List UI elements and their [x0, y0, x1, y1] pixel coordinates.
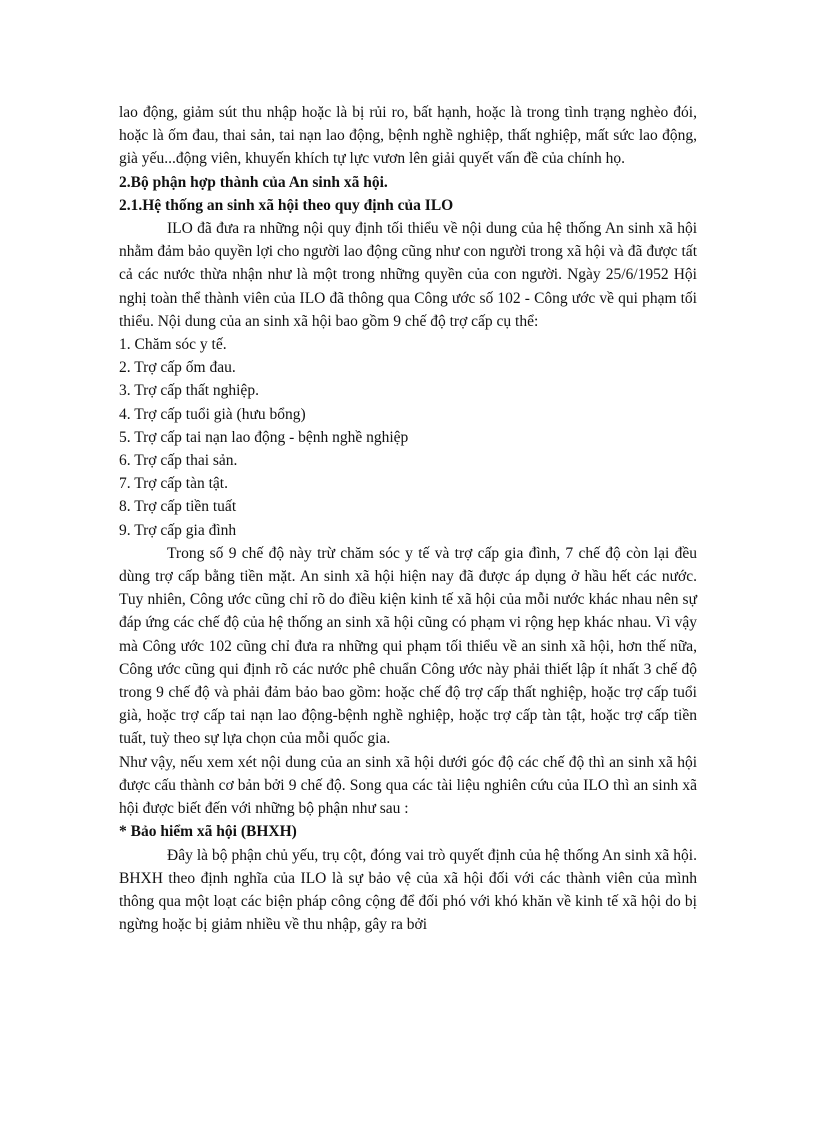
intro-paragraph: lao động, giảm sút thu nhập hoặc là bị rủi ro, bất hạnh, hoặc là trong tình trạng nghèo đói, hoặc là ốm đau, thai sản, tai nạn lao động, bệnh nghề nghiệp, thất nghiệp, mất sức lao động, già yếu...động viên, khuyến khích tự lực vươn lên giải quyết vấn đề của chính họ.	[119, 104, 697, 168]
section-heading-2: 2.Bộ phận hợp thành của An sinh xã hội.	[119, 173, 388, 191]
bhxh-paragraph: Đây là bộ phận chủ yếu, trụ cột, đóng vai trò quyết định của hệ thống An sinh xã hội. BHXH theo định nghĩa của ILO là sự bảo vệ của xã hội đối với các thành viên của mình thông qua một loạt các biện pháp công cộng để đối phó với khó khăn về kinh tế xã hội do bị ngừng hoặc bị giảm nhiều về thu nhập, gây ra bởi	[119, 846, 697, 934]
list-item: 8. Trợ cấp tiền tuất	[119, 498, 237, 516]
list-item: 6. Trợ cấp thai sản.	[119, 452, 238, 470]
list-item: 4. Trợ cấp tuổi già (hưu bổng)	[119, 405, 306, 423]
nine-regimes-paragraph: Trong số 9 chế độ này trừ chăm sóc y tế và trợ cấp gia đình, 7 chế độ còn lại đều dùng trợ cấp bằng tiền mặt. An sinh xã hội hiện nay đã được áp dụng ở hầu hết các nước. Tuy nhiên, Công ước cũng chỉ rõ do điều kiện kinh tế xã hội của mỗi nước khác nhau nên sự đáp ứng các chế độ của hệ thống an sinh xã hội cũng có phạm vi rộng hẹp khác nhau. Vì vậy mà Công ước 102 cũng chỉ đưa ra những qui phạm tối thiểu về an sinh xã hội, hơn thế nữa, Công ước cũng qui định rõ các nước phê chuẩn Công ước này phải thiết lập ít nhất 3 chế độ trong 9 chế độ và phải đảm bảo bao gồm: hoặc chế độ trợ cấp thất nghiệp, hoặc trợ cấp tuổi già, hoặc trợ cấp tai nạn lao động-bệnh nghề nghiệp, hoặc trợ cấp tàn tật, hoặc trợ cấp tiền tuất, tuỳ theo sự lựa chọn của mỗi quốc gia.	[119, 544, 697, 748]
ilo-paragraph: ILO đã đưa ra những nội quy định tối thiểu về nội dung của hệ thống An sinh xã hội nhằm đảm bảo quyền lợi cho người lao động cũng như con người trong xã hội và đã được tất cả các nước thừa nhận như là một trong những quyền của con người. Ngày 25/6/1952 Hội nghị toàn thể thành viên của ILO đã thông qua Công ước số 102 - Công ước về qui phạm tối thiểu. Nội dung của an sinh xã hội bao gồm 9 chế độ trợ cấp cụ thể:	[119, 220, 697, 330]
list-item: 7. Trợ cấp tàn tật.	[119, 475, 228, 493]
list-item: 1. Chăm sóc y tế.	[119, 336, 227, 354]
list-item: 9. Trợ cấp gia đình	[119, 521, 237, 539]
list-item: 3. Trợ cấp thất nghiệp.	[119, 382, 259, 400]
list-item: 5. Trợ cấp tai nạn lao động - bệnh nghề nghiệp	[119, 428, 409, 446]
section-heading-2-1: 2.1.Hệ thống an sinh xã hội theo quy định của ILO	[119, 196, 454, 214]
benefit-list	[119, 333, 697, 542]
document-page	[119, 101, 697, 936]
list-item: 2. Trợ cấp ốm đau.	[119, 359, 236, 377]
bhxh-heading: * Bảo hiểm xã hội (BHXH)	[119, 823, 297, 841]
summary-paragraph: Như vậy, nếu xem xét nội dung của an sinh xã hội dưới góc độ các chế độ thì an sinh xã hội được cấu thành cơ bản bởi 9 chế độ. Song qua các tài liệu nghiên cứu của ILO thì an sinh xã hội được biết đến với những bộ phận như sau :	[119, 753, 697, 818]
